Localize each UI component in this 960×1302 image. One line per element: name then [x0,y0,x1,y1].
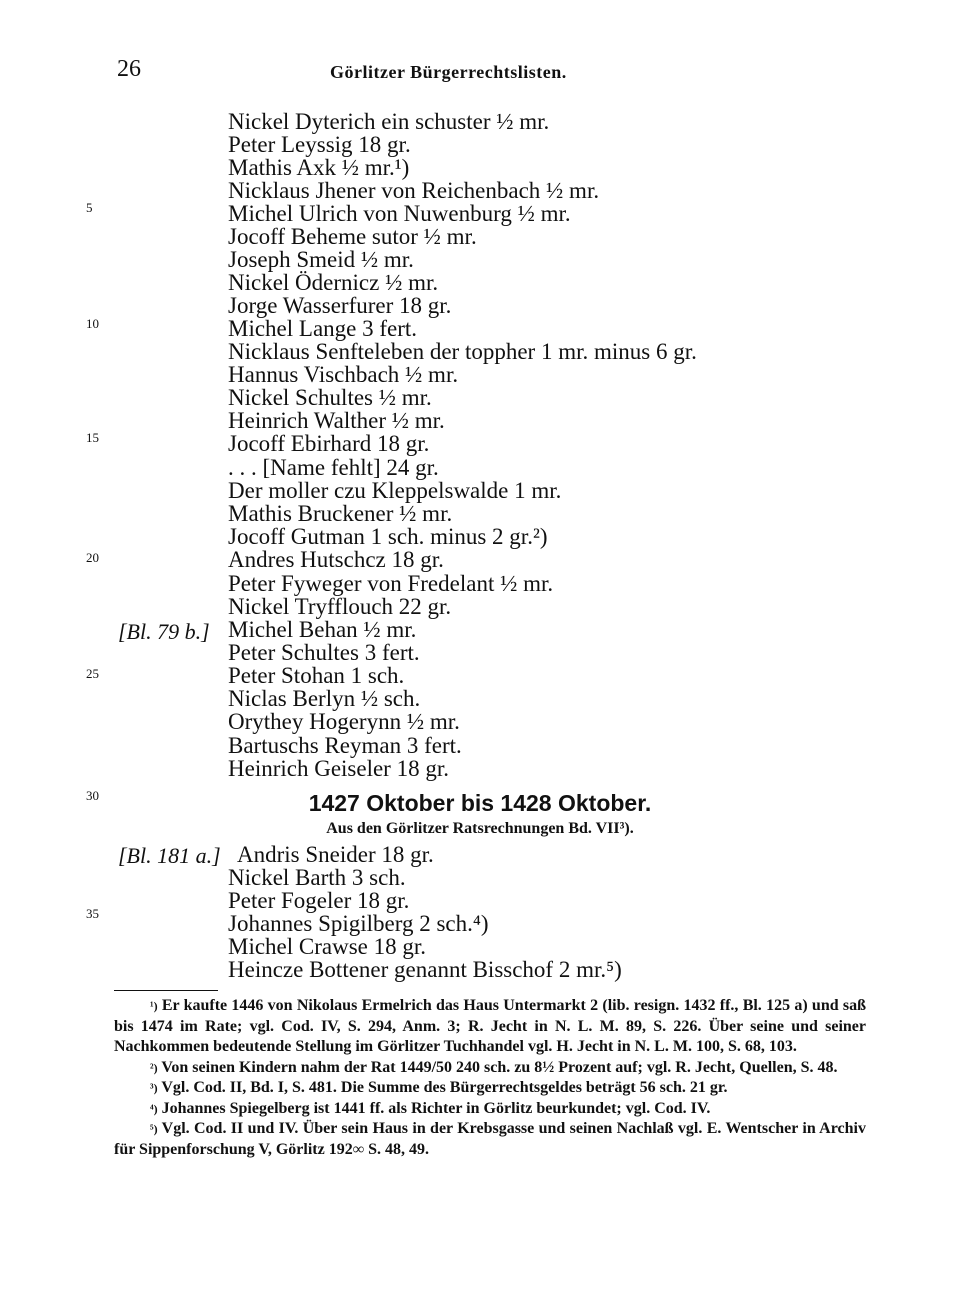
footnote [114,1119,866,1160]
list-item: Peter Stohan 1 sch. [228,663,405,688]
footnote-text: Von seinen Kindern nahm der Rat 1449/50 240 sch. zu 8½ Prozent auf; vgl. R. Jecht, Quellen, S. 48. [161,1058,838,1076]
list-item: Jorge Wasserfurer 18 gr. [228,293,452,318]
list-item: Nickel Tryfflouch 22 gr. [228,594,452,619]
footnote-text: Er kaufte 1446 von Nikolaus Ermelrich das Haus Untermarkt 2 (lib. resign. 1432 ff., Bl. 125 a) und saß bis 1474 im Rate; vgl. Cod. IV, S. 294, Anm. 3; R. Jecht in N. L. M. 89, S. 226. Über seine und seiner Nachkommen bedeutende Stellung im Görlitzer Tuchhandel vgl. H. Jecht in N. L. M. 100, S. 68, 103. [114,997,866,1055]
page-number: 26 [117,56,141,82]
list-item: Heincze Bottener genannt Bisschof 2 mr.⁵) [228,957,622,982]
list-item: Michel Ulrich von Nuwenburg ½ mr. [228,201,571,226]
list-item: Nicklaus Jhener von Reichenbach ½ mr. [228,178,600,203]
list-item: Heinrich Walther ½ mr. [228,408,445,433]
footnote [114,1099,866,1120]
list-item: Nicklaus Senfteleben der toppher 1 mr. minus 6 gr. [228,339,697,364]
list-item: Nickel Ödernicz ½ mr. [228,270,439,295]
list-item: Jocoff Ebirhard 18 gr. [228,431,430,456]
list-item: Johannes Spigilberg 2 sch.⁴) [228,911,489,936]
list-item: Joseph Smeid ½ mr. [228,247,414,272]
line-number: 5 [86,200,93,215]
line-number: 10 [86,316,99,331]
line-number: 20 [86,550,99,565]
folio-reference: [Bl. 79 b.] [118,619,210,644]
list-item: Nickel Schultes ½ mr. [228,385,432,410]
list-item: Peter Leyssig 18 gr. [228,132,411,157]
list-item: Michel Lange 3 fert. [228,316,418,341]
list-item: Peter Fogeler 18 gr. [228,888,410,913]
section-heading: 1427 Oktober bis 1428 Oktober. [308,790,652,816]
list-item: . . . [Name fehlt] 24 gr. [228,455,439,480]
footnote-mark: ²) [150,1060,158,1075]
list-item: Jocoff Gutman 1 sch. minus 2 gr.²) [228,524,548,549]
footnote-mark: ⁴) [150,1101,158,1116]
list-item: Andres Hutschcz 18 gr. [228,547,444,572]
folio-reference: [Bl. 181 a.] [118,843,221,868]
running-title: Görlitzer Bürgerrechtslisten. [330,62,567,82]
line-number: 35 [86,906,99,921]
list-item: Hannus Vischbach ½ mr. [228,362,459,387]
footnote-mark: ³) [150,1081,158,1095]
list-item: Orythey Hogerynn ½ mr. [228,709,460,734]
page-header [0,56,960,90]
line-number: 15 [86,430,99,445]
footnotes [114,996,866,1160]
list-item: Heinrich Geiseler 18 gr. [228,756,449,781]
list-item: Bartuschs Reyman 3 fert. [228,733,462,758]
section-subheading: Aus den Görlitzer Ratsrechnungen Bd. VII³). [326,820,634,837]
list-item: Jocoff Beheme sutor ½ mr. [228,224,477,249]
footnote [114,1058,866,1079]
list-item: Andris Sneider 18 gr. [237,842,434,867]
list-item: Peter Schultes 3 fert. [228,640,420,665]
list-item: Mathis Axk ½ mr.¹) [228,155,410,180]
list-item: Der moller czu Kleppelswalde 1 mr. [228,478,562,503]
list-item: Mathis Bruckener ½ mr. [228,501,453,526]
line-number: 25 [86,666,99,681]
footnote-text: Vgl. Cod. II, Bd. I, S. 481. Die Summe des Bürgerrechtsgeldes beträgt 56 sch. 21 gr. [161,1079,728,1096]
footnote-text: Vgl. Cod. II und IV. Über sein Haus in der Krebsgasse und seinen Nachlaß vgl. E. Wentscher in Archiv für Sippenforschung V, Görlitz 192∞ S. 48, 49. [114,1120,866,1158]
list-item: Peter Fyweger von Fredelant ½ mr. [228,571,554,596]
footnote-text: Johannes Spiegelberg ist 1441 ff. als Richter in Görlitz beurkundet; vgl. Cod. IV. [161,1099,711,1117]
footnote-mark: ¹) [150,999,158,1013]
list-item: Michel Behan ½ mr. [228,617,417,642]
list-item: Michel Crawse 18 gr. [228,934,427,959]
list-item: Nickel Dyterich ein schuster ½ mr. [228,109,550,134]
footnote [114,1078,866,1099]
list-item: Niclas Berlyn ½ sch. [228,686,421,711]
footnote-divider [114,990,218,991]
line-number: 30 [86,788,99,803]
footnote [114,996,866,1058]
list-item: Nickel Barth 3 sch. [228,865,406,890]
footnote-mark: ⁵) [150,1122,158,1136]
